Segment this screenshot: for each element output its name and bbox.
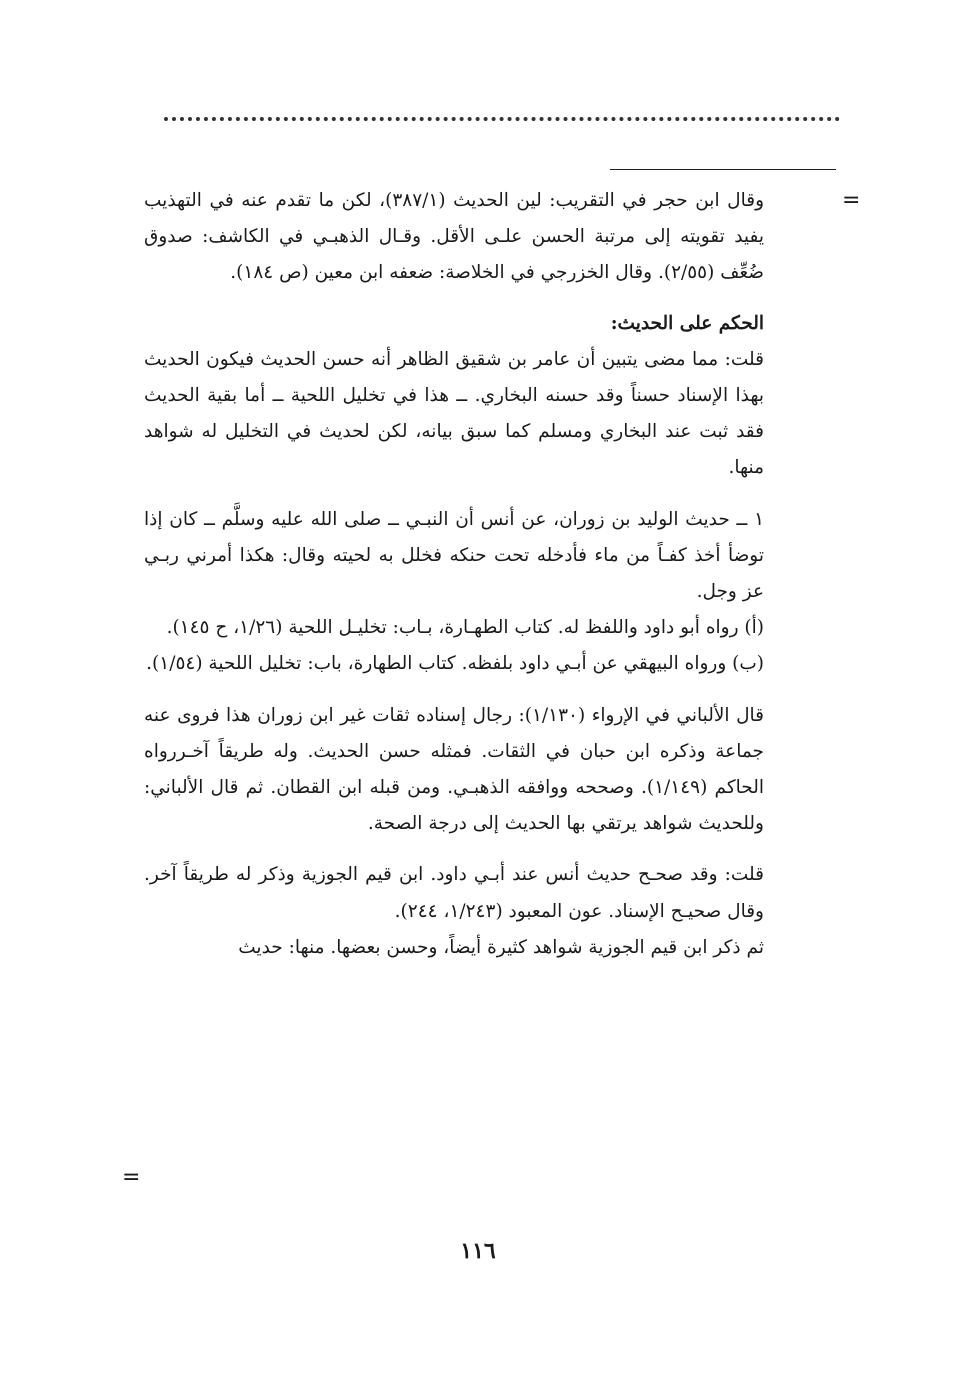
conclusion-paragraph: قلت: وقد صحـح حديث أنس عند أبـي داود. ابن قيم الجوزية وذكر له طريقاً آخر. وقال صحيـح الإسناد. عون المعبود (١/٢٤٣، ٢٤٤). — [144, 864, 764, 922]
dotted-separator — [164, 117, 840, 121]
page-body — [144, 183, 764, 966]
continuation-mark-bottom: = — [122, 1165, 141, 1190]
albani-paragraph: قال الألباني في الإرواء (١/١٣٠): رجال إسناده ثقات غير ابن زوران هذا فروى عنه جماعة وذكره ابن حبان في الثقات. فمثله حسن الحديث. وله طريقاً آخـررواه الحاكم (١/١٤٩). وصححه ووافقه الذهبـي. ومن قبله ابن القطان. ثم قال الألباني: وللحديث شواهد يرتقي بها الحديث إلى درجة الصحة. — [144, 704, 765, 835]
footnote-paragraph: وقال ابن حجر في التقريب: لين الحديث (٣٨٧/١)، لكن ما تقدم عنه في التهذيب يفيد تقويته إلى مرتبة الحسن علـى الأقل. وقـال الذهبـي في الكاشف: صدوق ضُعِّف (٢/٥٥). وقال الخزرجي في الخلاصة: ضعفه ابن معين (ص ١٨٤). — [144, 190, 764, 284]
footnote-rule — [610, 169, 836, 170]
intro-paragraph: قلت: مما مضى يتبين أن عامر بن شقيق الظاهر أنه حسن الحديث فيكون الحديث بهذا الإسناد حسناً وقد حسنه البخاري. ــ هذا في تخليل اللحية ــ أما بقية الحديث فقد ثبت عند البخاري ومسلم كما سبق بيانه، لكن لحديث في التخليل له شواهد منها. — [144, 348, 764, 479]
source-a-paragraph: (أ) رواه أبو داود واللفظ له. كتاب الطهـارة، بـاب: تخليـل اللحية (١/٢٦، ح ١٤٥). — [166, 617, 764, 639]
section-heading: الحكم على الحديث: — [610, 312, 764, 334]
continuation-mark-top: = — [842, 188, 861, 213]
hadith-paragraph: ١ ــ حديث الوليد بن زوران، عن أنس أن النبـي ــ صلى الله عليه وسلَّم ــ كان إذا توضأ أخذ كفـاً من ماء فأدخله تحت حنكه فخلل به لحيته وقال: هكذا أمرني ربـي عز وجل. — [144, 508, 764, 603]
conclusion-continued-paragraph: ثم ذكر ابن قيم الجوزية شواهد كثيرة أيضاً، وحسن بعضها. منها: حديث — [238, 936, 764, 958]
source-b-paragraph: (ب) ورواه البيهقي عن أبـي داود بلفظه. كتاب الطهارة، باب: تخليل اللحية (١/٥٤). — [146, 653, 764, 675]
page-number: ١١٦ — [460, 1238, 496, 1264]
